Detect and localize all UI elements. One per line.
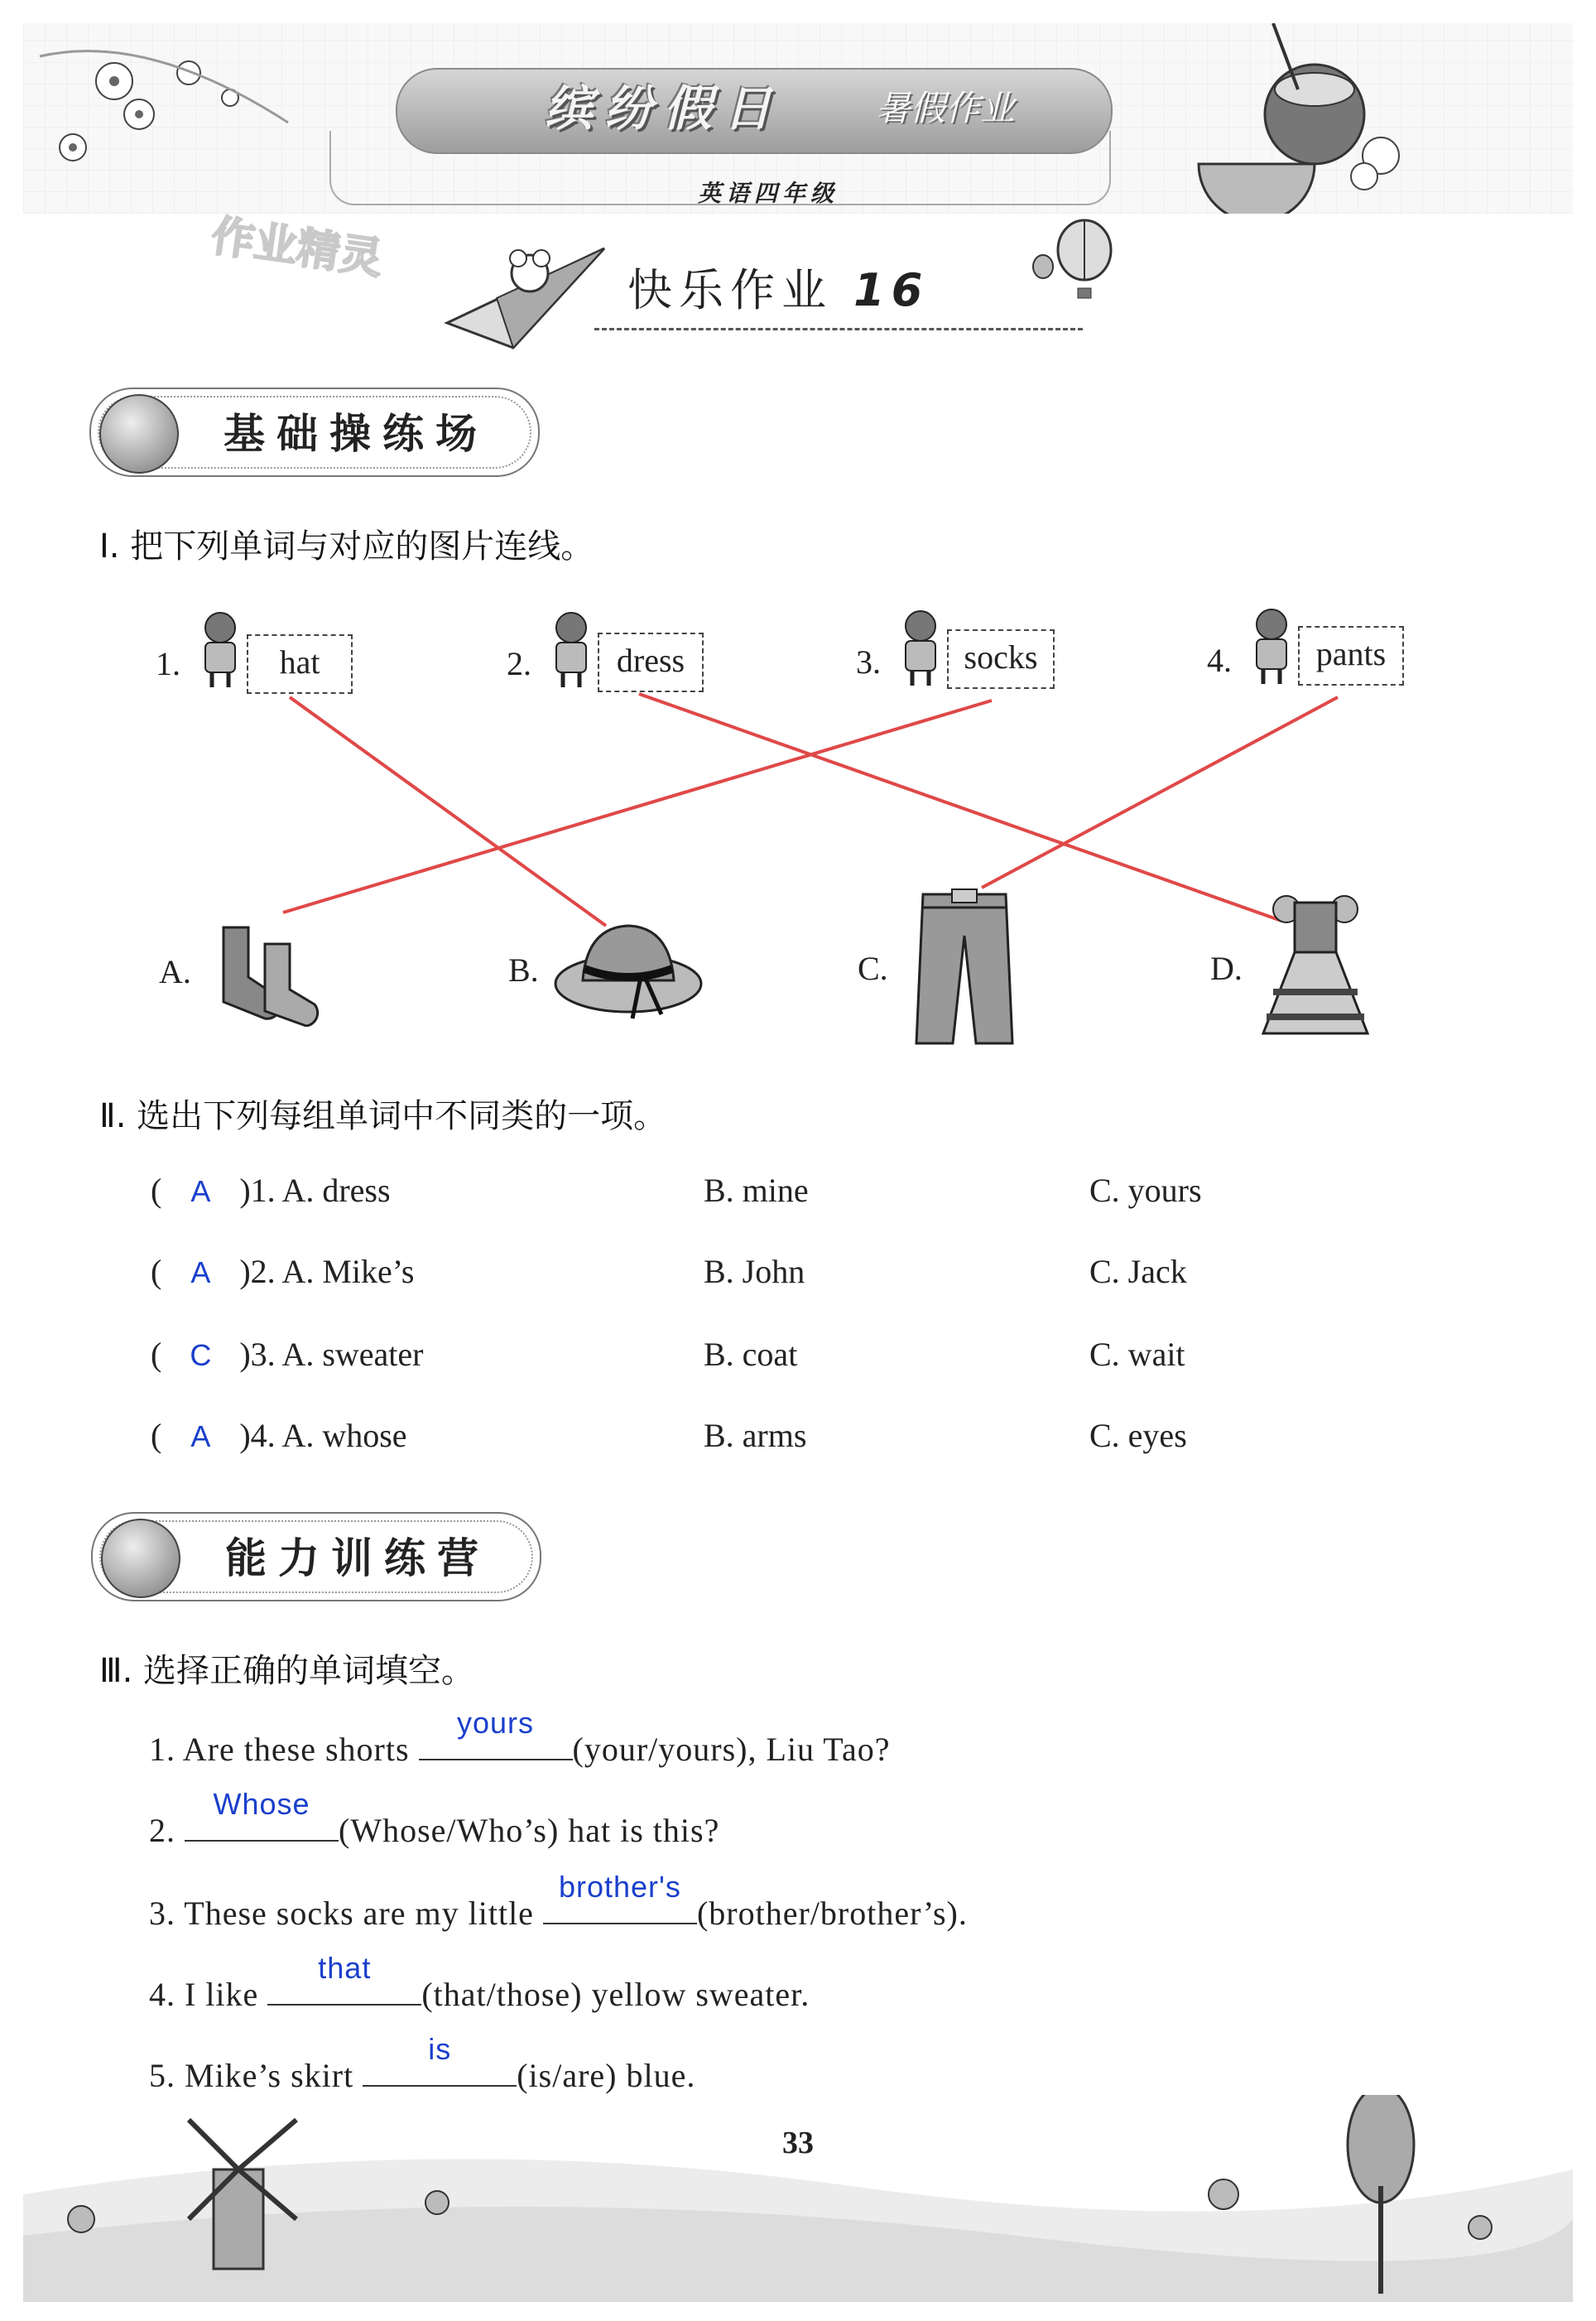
answer-text: Whose	[213, 1787, 310, 1821]
choice-row-2	[151, 1252, 1392, 1298]
hat-icon[interactable]	[550, 911, 707, 1027]
sentence-end: (brother/brother’s).	[696, 1895, 968, 1932]
sentence-end: (is/are) blue.	[517, 2057, 696, 2094]
fill-item-2	[149, 1787, 1308, 1853]
word-card-socks[interactable]: socks	[947, 629, 1055, 689]
grade-label: 英语四年级	[697, 180, 839, 207]
fill-item-1	[149, 1706, 1308, 1772]
option-a: A. dress	[281, 1172, 391, 1209]
watermark: 作业精灵	[208, 211, 387, 285]
item-number: )3.	[239, 1336, 276, 1373]
option-a: A. sweater	[281, 1336, 424, 1373]
choice-row-1	[151, 1171, 1392, 1217]
option-b: B. coat	[704, 1336, 798, 1373]
item-number: )2.	[239, 1253, 276, 1290]
word-number-4: 4.	[1207, 642, 1232, 679]
option-a: A. Mike’s	[281, 1253, 415, 1290]
left-paren: (	[151, 1253, 162, 1290]
fill-item-4	[149, 1951, 1308, 2017]
dress-icon[interactable]	[1253, 893, 1377, 1042]
word-card-pants[interactable]: pants	[1298, 626, 1404, 686]
option-c: C. Jack	[1089, 1253, 1187, 1290]
left-paren: (	[151, 1417, 162, 1454]
match-line-socks-A	[283, 701, 992, 913]
option-c: C. eyes	[1089, 1417, 1187, 1454]
option-b: B. John	[704, 1253, 805, 1290]
section-title-ability: 能力训练营	[225, 1534, 490, 1582]
answer-field-2[interactable]: A	[190, 1255, 211, 1289]
blank-field-1[interactable]	[419, 1706, 573, 1760]
socks-icon[interactable]	[199, 919, 331, 1027]
blank-field-2[interactable]	[185, 1787, 339, 1842]
part3-heading: Ⅲ. 选择正确的单词填空。	[99, 1652, 475, 1690]
fill-item-5	[149, 2032, 1308, 2098]
option-c: C. yours	[1089, 1172, 1202, 1209]
answer-field-4[interactable]: A	[190, 1419, 211, 1453]
series-title: 缤纷假日	[545, 80, 784, 137]
answer-text: is	[428, 2032, 452, 2066]
left-paren: (	[151, 1172, 162, 1209]
word-card-hat[interactable]: hat	[247, 634, 353, 694]
blank-field-4[interactable]	[267, 1951, 421, 2006]
choice-row-4	[151, 1416, 1392, 1462]
sentence-start: 5. Mike’s skirt	[149, 2057, 363, 2094]
sentence-end: (Whose/Who’s) hat is this?	[339, 1812, 720, 1849]
blank-field-5[interactable]	[363, 2032, 517, 2087]
answer-field-1[interactable]: A	[190, 1174, 211, 1208]
section-banner-ability	[91, 1512, 541, 1601]
sentence-start: 1. Are these shorts	[149, 1731, 419, 1768]
sentence-start: 2.	[149, 1812, 185, 1849]
left-paren: (	[151, 1336, 162, 1373]
choice-row-3	[151, 1335, 1392, 1381]
option-a: A. whose	[281, 1417, 407, 1454]
option-c: C. wait	[1089, 1336, 1185, 1373]
answer-text: yours	[457, 1706, 535, 1740]
item-number: )4.	[239, 1417, 276, 1454]
match-line-hat-B	[290, 697, 606, 926]
sentence-end: (your/yours), Liu Tao?	[572, 1731, 891, 1768]
section-title-basic: 基础操练场	[224, 410, 488, 458]
sentence-start: 4. I like	[149, 1976, 268, 2013]
word-number-3: 3.	[856, 643, 881, 681]
sentence-start: 3. These socks are my little	[149, 1895, 543, 1932]
series-subtitle: 暑假作业	[876, 88, 1016, 128]
word-number-2: 2.	[507, 645, 531, 682]
picture-label-d: D.	[1210, 950, 1243, 987]
lesson-title-text: 快乐作业	[627, 264, 833, 316]
student-icon	[101, 1519, 180, 1598]
word-card-dress[interactable]: dress	[598, 633, 704, 692]
answer-text: that	[318, 1951, 372, 1985]
option-b: B. arms	[704, 1417, 807, 1454]
sentence-end: (that/those) yellow sweater.	[421, 1976, 810, 2013]
pants-icon[interactable]	[911, 886, 1018, 1052]
word-number-1: 1.	[156, 645, 180, 682]
answer-field-3[interactable]: C	[190, 1338, 212, 1372]
picture-label-b: B.	[508, 951, 539, 989]
option-b: B. mine	[704, 1172, 809, 1209]
page-number: 33	[782, 2126, 814, 2160]
picture-label-c: C.	[858, 950, 888, 987]
part1-heading: Ⅰ. 把下列单词与对应的图片连线。	[99, 527, 594, 566]
part2-heading: Ⅱ. 选出下列每组单词中不同类的一项。	[99, 1097, 667, 1135]
blank-field-3[interactable]	[543, 1870, 697, 1924]
picture-label-a: A.	[159, 953, 191, 990]
answer-text: brother's	[558, 1870, 681, 1904]
item-number: )1.	[239, 1172, 276, 1209]
fill-item-3	[149, 1870, 1391, 1936]
match-line-pants-C	[982, 697, 1338, 888]
lesson-number: 16	[853, 264, 930, 316]
